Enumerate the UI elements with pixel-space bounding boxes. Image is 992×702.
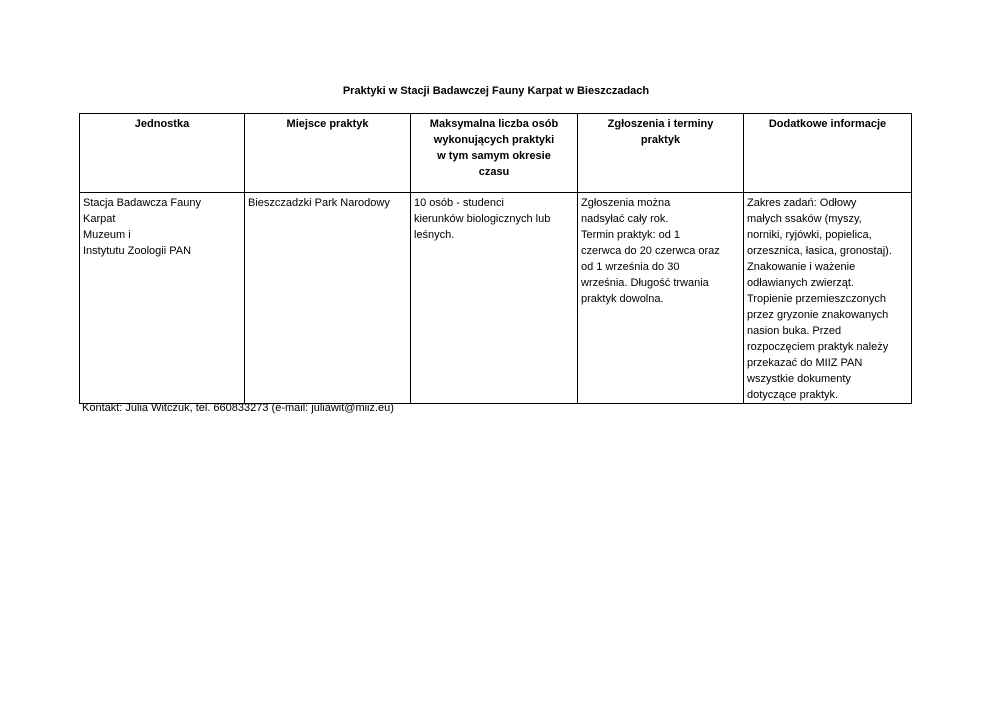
document-title: Praktyki w Stacji Badawczej Fauny Karpat w Bieszczadach xyxy=(342,85,650,97)
cell-jednostka: Stacja Badawcza Fauny Karpat Muzeum i Instytutu Zoologii PAN xyxy=(80,193,245,404)
cell-zgloszenia-terminy: Zgłoszenia można nadsyłać cały rok. Termin praktyk: od 1 czerwca do 20 czerwca oraz od 1 września do 30 września. Długość trwania praktyk dowolna. xyxy=(578,193,744,404)
internship-table xyxy=(79,113,912,404)
header-max-osob: Maksymalna liczba osób wykonujących praktyki w tym samym okresie czasu xyxy=(411,114,578,193)
header-jednostka: Jednostka xyxy=(80,114,245,193)
table-row xyxy=(80,193,912,404)
header-miejsce-praktyk: Miejsce praktyk xyxy=(245,114,411,193)
header-dodatkowe-informacje: Dodatkowe informacje xyxy=(744,114,912,193)
cell-dodatkowe-informacje: Zakres zadań: Odłowy małych ssaków (myszy, norniki, ryjówki, popielica, orzesznica, łasica, gronostaj). Znakowanie i ważenie odławianych zwierząt. Tropienie przemieszczonych przez gryzonie znakowanych nasion buka. Przed rozpoczęciem praktyk należy przekazać do MIIZ PAN wszystkie dokumenty dotyczące praktyk. xyxy=(744,193,912,404)
header-zgloszenia-terminy: Zgłoszenia i terminy praktyk xyxy=(578,114,744,193)
table-header-row xyxy=(80,114,912,193)
cell-miejsce-praktyk: Bieszczadzki Park Narodowy xyxy=(245,193,411,404)
contact-line: Kontakt: Julia Witczuk, tel. 660833273 (e-mail: juliawit@miiz.eu) xyxy=(82,402,394,414)
cell-max-osob: 10 osób - studenci kierunków biologicznych lub leśnych. xyxy=(411,193,578,404)
